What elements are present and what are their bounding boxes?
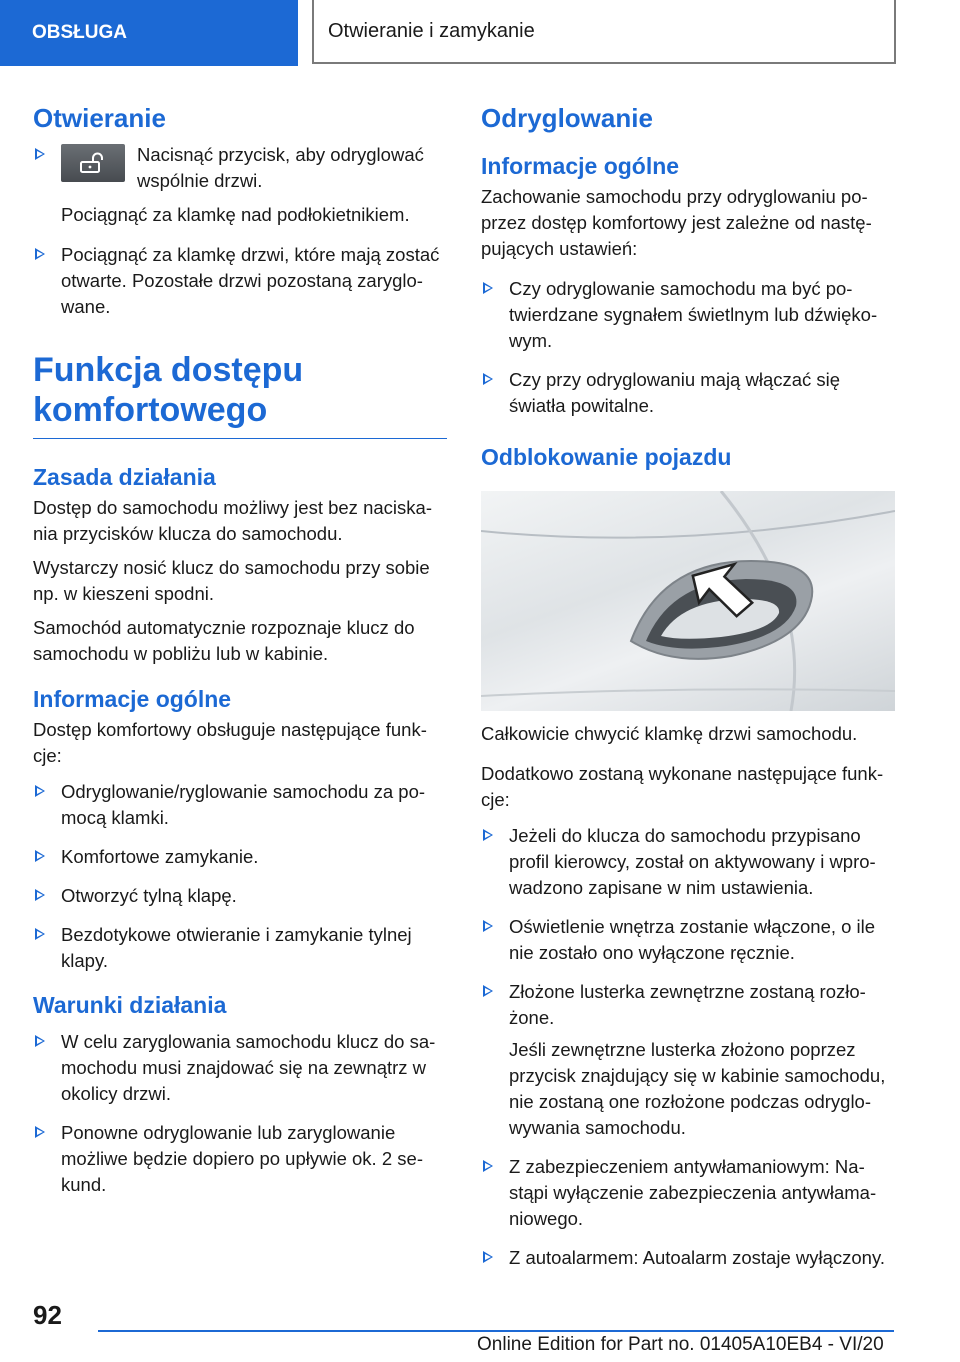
section-tab[interactable]: OBSŁUGA [0, 0, 298, 66]
list-item: Złożone lusterka zewnętrzne zostaną rozłożone. [481, 979, 895, 1031]
odryglowanie-intro: Zachowanie samochodu przy odryglowaniu poprzez dostęp komfortowy jest zależne od następujących ustawień: [481, 186, 872, 259]
left-column [33, 98, 447, 1211]
odblokowanie-list [481, 823, 895, 1031]
photo-caption: Całkowicie chwycić klamkę drzwi samochodu. [481, 723, 858, 744]
triangle-bullet-icon [483, 1160, 493, 1172]
list-item: Z zabezpieczeniem antywłamaniowym: Nastąpi wyłączenie zabezpieczenia antywłamaniowego. [481, 1154, 895, 1232]
triangle-bullet-icon [483, 985, 493, 997]
footer-divider [98, 1330, 894, 1332]
warunki-list [33, 1029, 447, 1198]
list-item: Komfortowe zamykanie. [33, 844, 447, 870]
heading-odblokowanie: Odblokowanie pojazdu [481, 444, 732, 470]
list-item: Pociągnąć za klamkę drzwi, które mają zostać otwarte. Pozostałe drzwi pozostaną zaryglowane. [33, 242, 447, 320]
mirror-note: Jeśli zewnętrzne lusterka złożono poprzez przycisk znajdujący się w kabinie samochodu, nie zostaną one rozłożone podczas odryglowywania samochodu. [509, 1039, 886, 1138]
heading-otwieranie: Otwieranie [33, 103, 166, 133]
triangle-bullet-icon [35, 928, 45, 940]
page-header [0, 0, 960, 66]
list-item: Jeżeli do klucza do samochodu przypisano profil kierowcy, został on aktywowany i wprowadzono zapisane w nim ustawienia. [481, 823, 895, 901]
chapter-title: Otwieranie i zamykanie [312, 0, 896, 64]
list-item: Bezdotykowe otwieranie i zamykanie tylnej klapy. [33, 922, 447, 974]
edition-label: Online Edition for Part no. 01405A10EB4 - VI/20 [477, 1334, 884, 1355]
heading-informacje-ogolne: Informacje ogólne [481, 153, 680, 179]
list-item: Oświetlenie wnętrza zostanie włączone, o ile nie zostało ono wyłączone ręcznie. [481, 914, 895, 966]
unlock-button-icon [61, 144, 125, 182]
triangle-bullet-icon [35, 148, 45, 160]
heading-odryglowanie: Odryglowanie [481, 103, 653, 133]
pull-instruction: Pociągnąć za klamkę nad podłokietnikiem. [61, 204, 410, 225]
button-instruction: Nacisnąć przycisk, aby odryglować wspólnie drzwi. [137, 144, 424, 191]
triangle-bullet-icon [483, 1251, 493, 1263]
triangle-bullet-icon [483, 282, 493, 294]
triangle-bullet-icon [35, 785, 45, 797]
triangle-bullet-icon [35, 1035, 45, 1047]
list-item: Czy przy odryglowaniu mają włączać się światła powitalne. [481, 367, 895, 419]
triangle-bullet-icon [35, 248, 45, 260]
list-item: Otworzyć tylną klapę. [33, 883, 447, 909]
list-item: Odryglowanie/ryglowanie samochodu za pomocą klamki. [33, 779, 447, 831]
triangle-bullet-icon [35, 889, 45, 901]
heading-zasada: Zasada działania [33, 464, 216, 490]
zasada-p2: Wystarczy nosić klucz do samochodu przy sobie np. w kieszeni spodni. [33, 557, 430, 604]
triangle-bullet-icon [483, 373, 493, 385]
list-item: Czy odryglowanie samochodu ma być potwierdzane sygnałem świetlnym lub dźwiękowym. [481, 276, 895, 354]
heading-informacje: Informacje ogólne [33, 686, 232, 712]
otwieranie-list [33, 142, 447, 320]
page-number: 92 [33, 1300, 62, 1330]
list-item: Z autoalarmem: Autoalarm zostaje wyłączony. [481, 1245, 895, 1271]
door-handle-photo [481, 491, 895, 711]
triangle-bullet-icon [483, 920, 493, 932]
heading-warunki: Warunki działania [33, 992, 227, 1018]
odblokowanie-list-2 [481, 1154, 895, 1271]
heading-funkcja: Funkcja dostępu komfortowego [33, 350, 447, 439]
list-item: W celu zaryglowania samochodu klucz do samochodu musi znajdować się na zewnątrz w okolicy drzwi. [33, 1029, 447, 1107]
triangle-bullet-icon [483, 829, 493, 841]
triangle-bullet-icon [35, 1126, 45, 1138]
right-column [481, 98, 895, 1284]
list-item: Ponowne odryglowanie lub zaryglowanie możliwe będzie dopiero po upływie ok. 2 sekund. [33, 1120, 447, 1198]
odryglowanie-list [481, 276, 895, 419]
triangle-bullet-icon [35, 850, 45, 862]
informacje-intro: Dostęp komfortowy obsługuje następujące funkcje: [33, 719, 427, 766]
informacje-list [33, 779, 447, 974]
zasada-p3: Samochód automatycznie rozpoznaje klucz do samochodu w pobliżu lub w kabinie. [33, 617, 415, 664]
odblokowanie-intro: Dodatkowo zostaną wykonane następujące funkcje: [481, 763, 884, 810]
list-item [33, 142, 447, 228]
zasada-p1: Dostęp do samochodu możliwy jest bez naciskania przycisków klucza do samochodu. [33, 497, 432, 544]
